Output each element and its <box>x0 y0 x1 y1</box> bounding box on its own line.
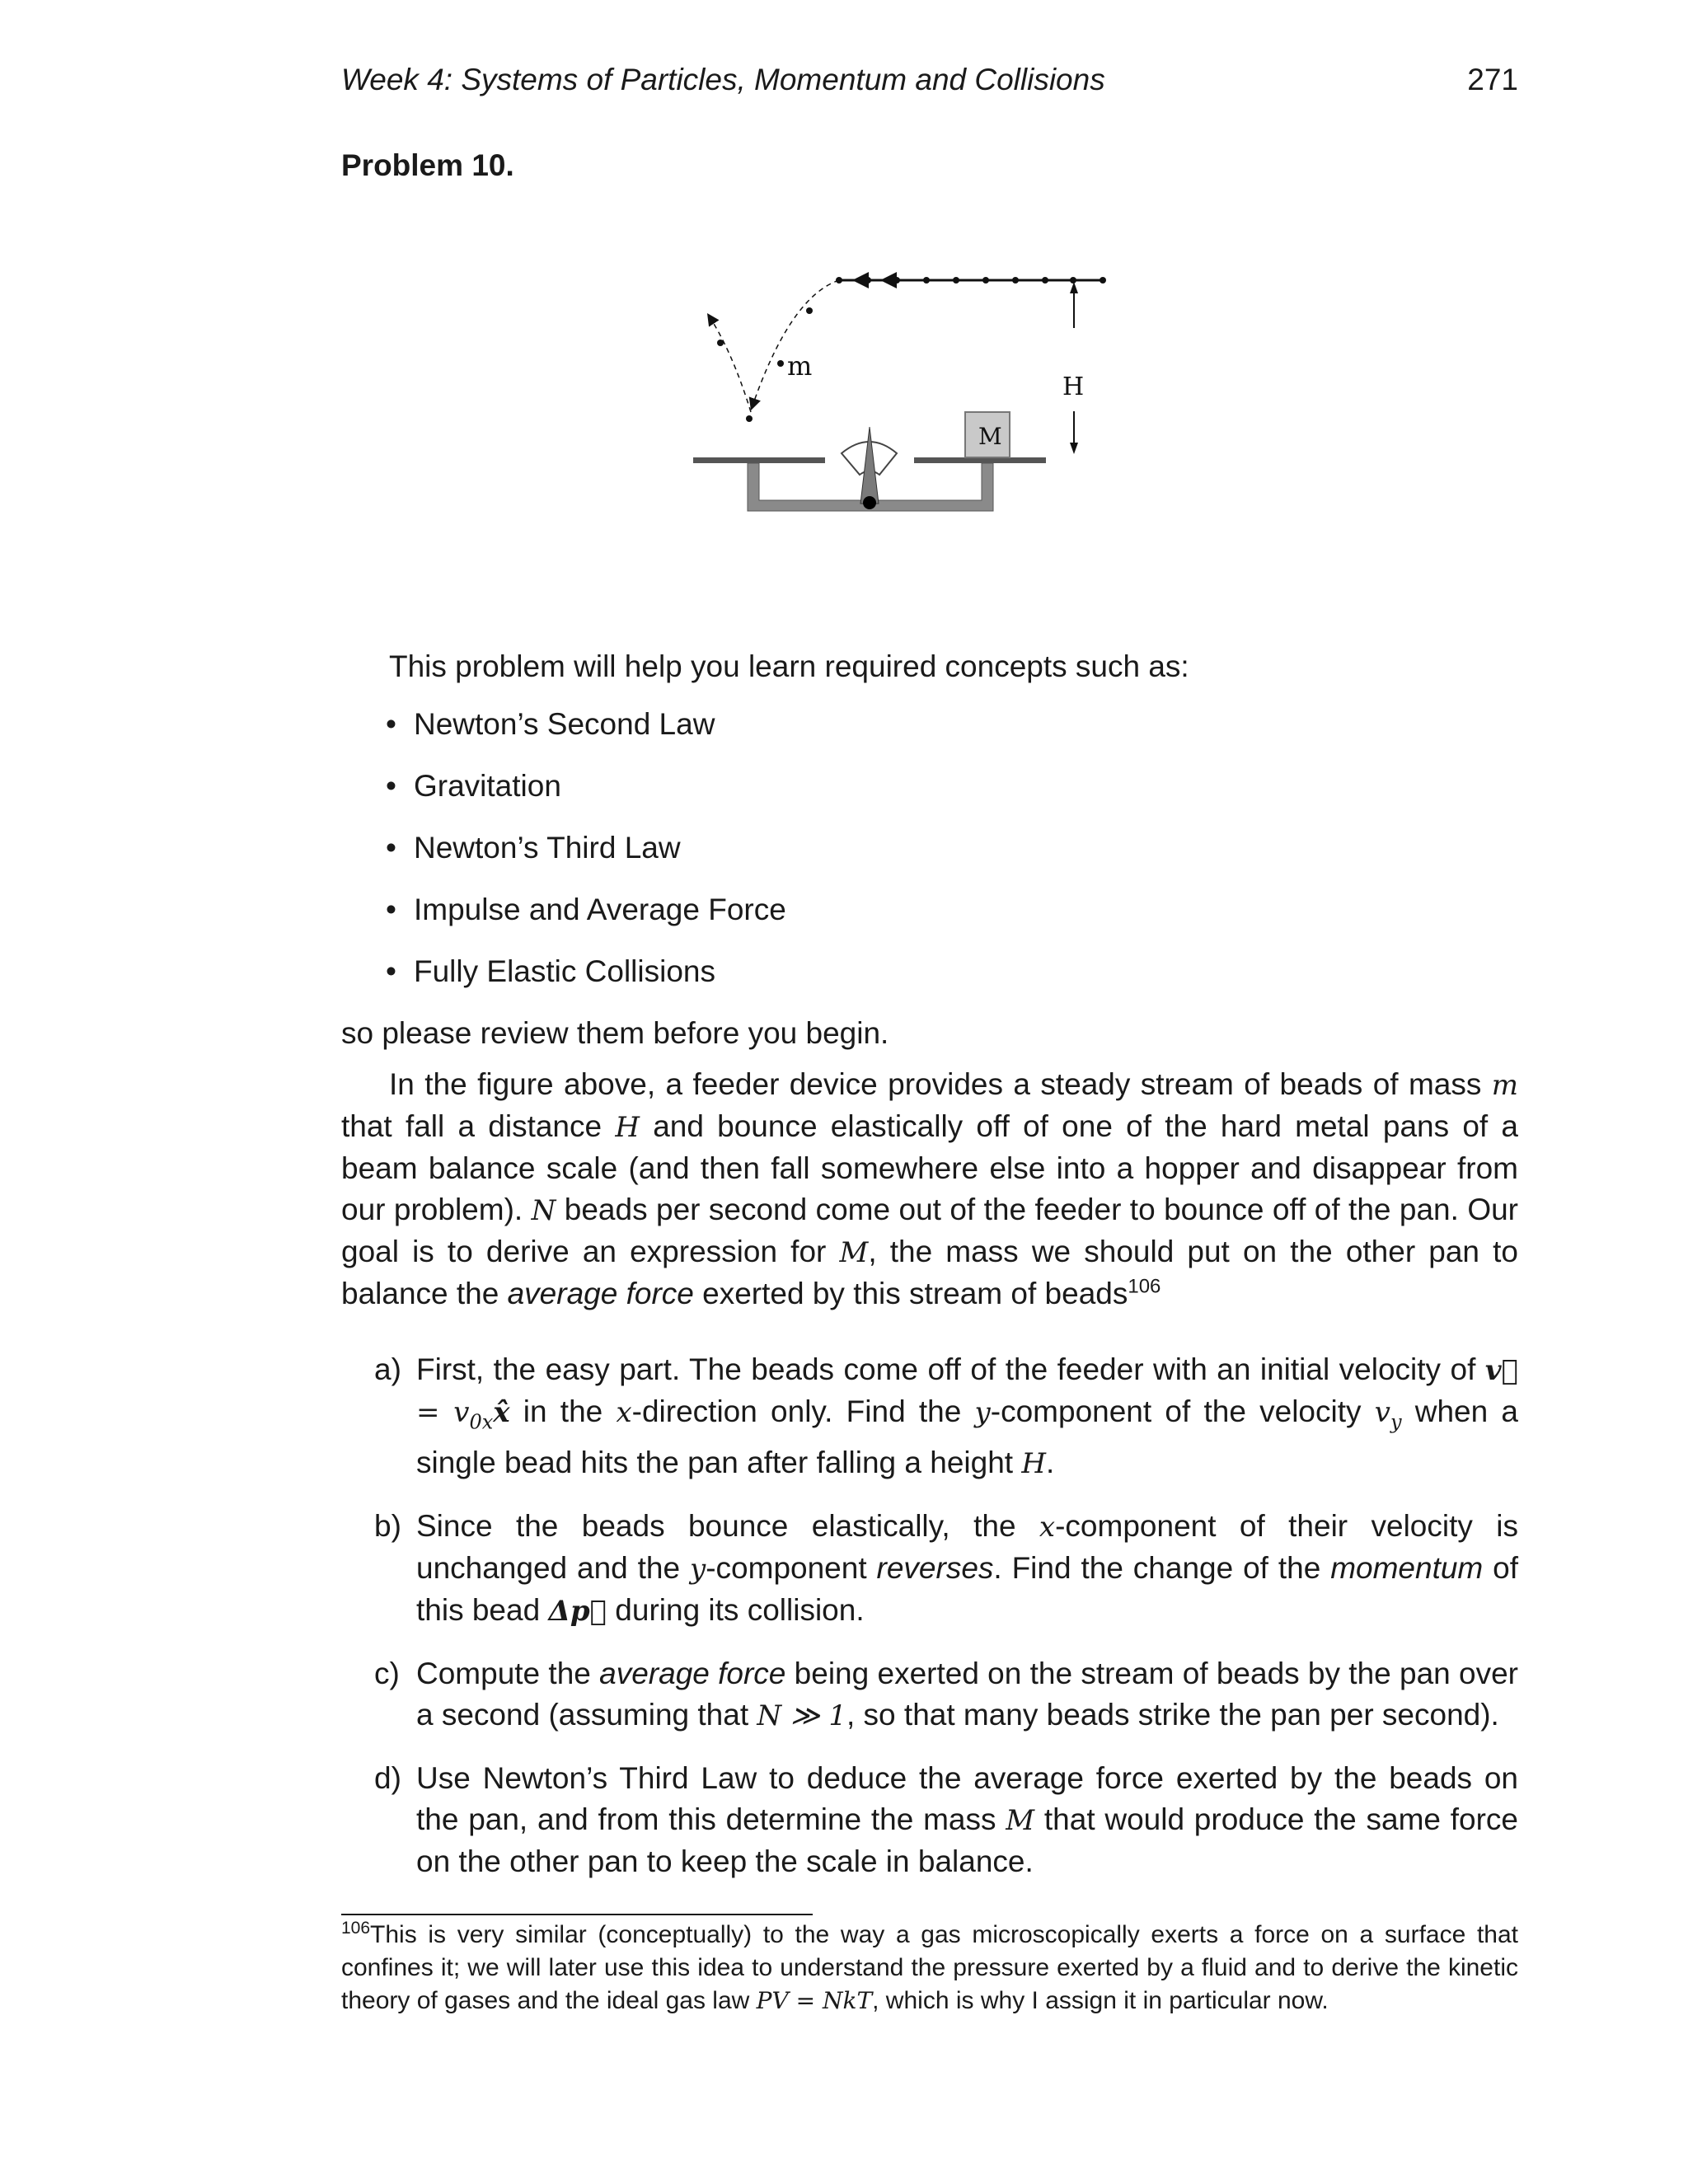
problem-paragraph: In the figure above, a feeder device provides a steady stream of beads of mass m that fall a distance H and bounce elastically off of one of the hard metal pans of a beam balance scale (and then fall somewhere else into a hopper and disappear from our problem). N beads per second come out of the feeder to bounce off of the pan. Our goal is to derive an expression for M, the mass we should put on the other pan to balance the average force exerted by this stream of beads$^{106}$ <box>341 1067 1519 1310</box>
bead-balance-figure <box>575 260 1235 606</box>
footnote-rule <box>341 1914 813 1915</box>
height-label: H <box>1062 373 1085 401</box>
problem-title: Problem 10. <box>341 148 514 182</box>
small-mass-label: m <box>787 350 813 382</box>
bullet-icon: • <box>386 769 396 803</box>
part-d: d) Use Newton’s Third Law to deduce the average force exerted by the beads on the pan, and from this determine the mass M that would produce the same force on the other pan to keep the scale in balance. <box>374 1761 1518 1879</box>
concept-label: Fully Elastic Collisions <box>414 954 715 988</box>
big-mass-label: M <box>978 423 1002 450</box>
list-item <box>386 827 1518 869</box>
bead-trajectory <box>751 280 839 410</box>
concept-label: Impulse and Average Force <box>414 893 786 926</box>
concept-label: Gravitation <box>414 769 561 803</box>
concept-label: Newton’s Third Law <box>414 831 681 865</box>
page-number: 271 <box>1467 63 1518 96</box>
bullet-icon: • <box>386 954 396 988</box>
part-b: b) Since the beads bounce elastically, the x-component of their velocity is unchanged and the y-component reverses. Find the change of the momentum of this bead Δp⃗ during its collision. <box>374 1509 1519 1629</box>
running-header <box>341 63 1518 104</box>
bullet-icon: • <box>386 707 396 741</box>
list-item <box>386 704 1518 745</box>
concept-label: Newton’s Second Law <box>414 707 715 741</box>
left-pan <box>693 457 825 463</box>
part-a: a) First, the easy part. The beads come off of the feeder with an initial velocity of v⃗ = $v_{0x}x̂$ in the x-direction only. Find the y-component of the velocity $v_y$ when a single bead hits the pan after falling a height H. <box>374 1352 1518 1481</box>
question-parts <box>341 1349 1518 1882</box>
bullet-icon: • <box>386 831 396 865</box>
part-c: c) Compute the average force being exerted on the stream of beads by the pan over a second (assuming that N ≫ 1, so that many beads strike the pan per second). <box>374 1657 1518 1733</box>
footnote: $^{106}$This is very similar (conceptually) to the way a gas microscopically exerts a force on a surface that confines it; we will later use this idea to understand the pressure exerted by a fluid and to derive the kinetic theory of gases and the ideal gas law PV = NkT, which is why I assign it in particular now. <box>341 1919 1518 2014</box>
footnote-ref: 106 <box>1128 1275 1161 1298</box>
pivot <box>863 496 876 509</box>
chapter-title: Week 4: Systems of Particles, Momentum and Collisions <box>341 63 1105 96</box>
problem-body <box>341 646 1518 1904</box>
bounce-trajectory <box>707 313 751 412</box>
height-arrowhead-down <box>1070 443 1078 454</box>
intro-text: This problem will help you learn required concepts such as: <box>389 649 1189 683</box>
review-text: so please review them before you begin. <box>341 1016 889 1050</box>
height-arrowhead-up <box>1070 282 1078 293</box>
list-item <box>386 766 1518 807</box>
right-pan <box>914 457 1046 463</box>
bullet-icon: • <box>386 893 396 926</box>
list-item <box>386 951 1518 992</box>
concept-list <box>341 704 1518 992</box>
page <box>341 0 1518 2184</box>
list-item <box>386 889 1518 930</box>
